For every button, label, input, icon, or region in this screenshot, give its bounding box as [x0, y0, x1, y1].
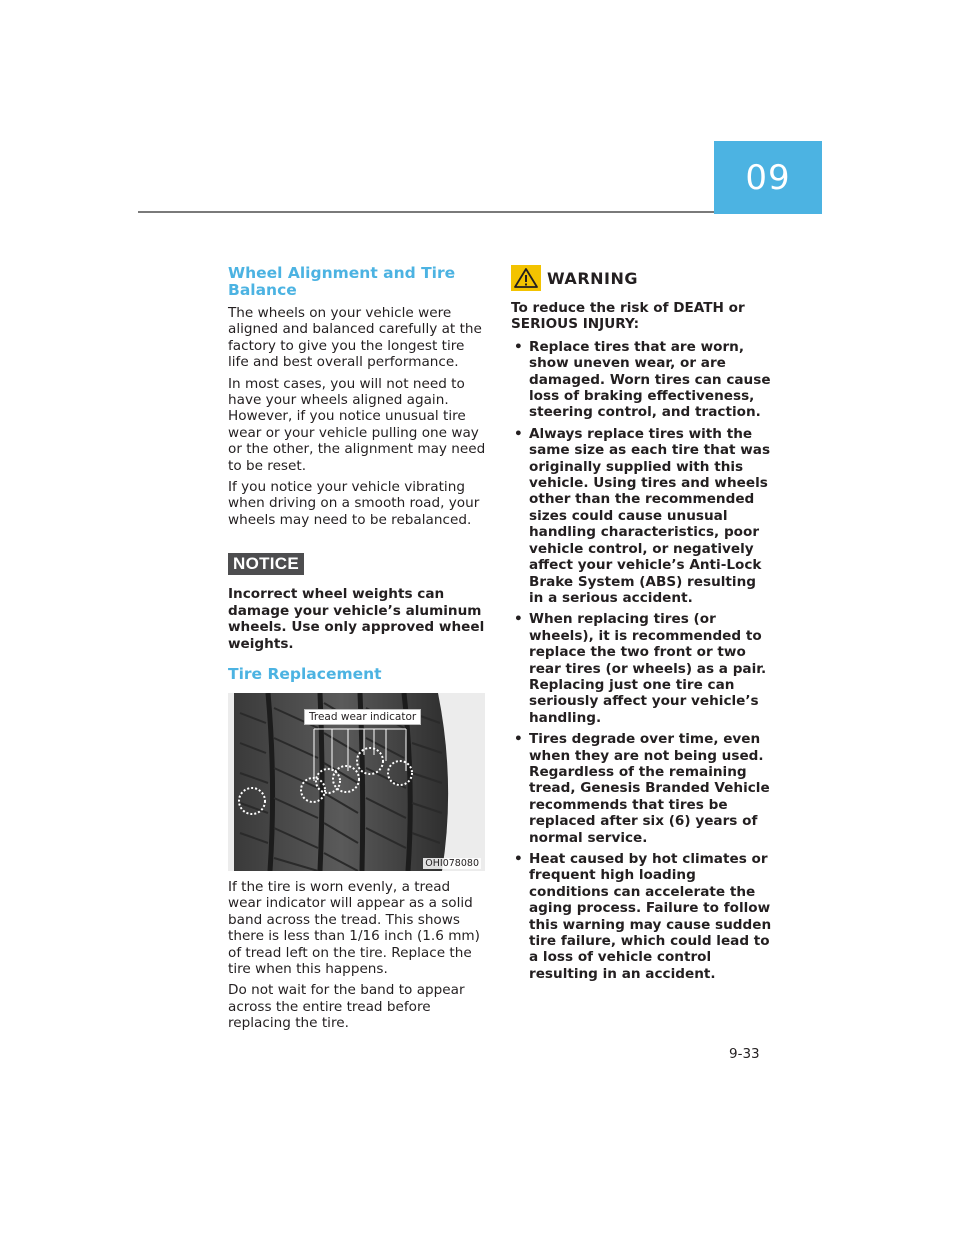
list-item: • Tires degrade over time, even when they are not being used. Regardless of the remaining tread, Genesis Branded Vehicle recommends that tires be replaced after six (6) years of normal service.	[514, 731, 770, 846]
warning-item-text: Replace tires that are worn, show uneven wear, or are damaged. Worn tires can cause loss of braking effectiveness, steering control, and traction.	[529, 338, 771, 421]
paragraph: Do not wait for the band to appear across the entire tread before replacing the tire.	[228, 982, 465, 1032]
header-rule	[138, 211, 714, 213]
chapter-tab	[714, 141, 822, 214]
left-column	[228, 265, 486, 1037]
warning-list	[511, 339, 773, 982]
list-item: • Always replace tires with the same size as each tire that was originally supplied with this vehicle. Using tires and wheels other than the recommended sizes could cause unusual handling characteristics, poor vehicle control, or negatively affect your vehicle’s Anti-Lock Brake System (ABS) resulting in a serious accident.	[514, 425, 771, 606]
warning-intro: To reduce the risk of DEATH or SERIOUS INJURY:	[511, 300, 745, 333]
warning-item-text: Tires degrade over time, even when they are not being used. Regardless of the remaining tread, Genesis Branded Vehicle recommends that tires be replaced after six (6) years of normal service.	[529, 731, 770, 846]
tread-wear-figure	[228, 693, 485, 871]
wheel-title-line1: Wheel Alignment and Tire	[228, 264, 456, 282]
figure-code: OHI078080	[425, 857, 479, 869]
warning-item-text: Heat caused by hot climates or frequent high loading conditions can accelerate the aging process. Failure to follow this warning may cause sudden tire failure, which could lead to a loss of vehicle control resulting in an accident.	[529, 851, 772, 982]
paragraph: If the tire is worn evenly, a tread wear indicator will appear as a solid band across the tread. This shows there is less than 1/16 inch (1.6 mm) of tread left on the tire. Replace the tire when this happens.	[228, 878, 480, 977]
notice-badge: NOTICE	[228, 553, 304, 575]
warning-item-text: When replacing tires (or wheels), it is recommended to replace the two front or two rear tires (or wheels) as a pair. Replacing just one tire can seriously affect your vehicle’s handling.	[529, 611, 767, 726]
list-item: • Heat caused by hot climates or frequent high loading conditions can accelerate the aging process. Failure to follow this warning may cause sudden tire failure, which could lead to a loss of vehicle control resulting in an accident.	[514, 851, 772, 982]
wheel-title-line2: Balance	[228, 281, 297, 299]
warning-title: WARNING	[547, 268, 638, 288]
warning-item-text: Always replace tires with the same size as each tire that was originally supplied with this vehicle. Using tires and wheels other than the recommended sizes could cause unusual handling characteristics, poor vehicle control, or negatively affect your vehicle’s Anti-Lock Brake System (ABS) resulting in a serious accident.	[529, 425, 771, 606]
paragraph: The wheels on your vehicle were aligned and balanced carefully at the factory to give you the longest tire life and best overall performance.	[228, 305, 482, 371]
notice-text: Incorrect wheel weights can damage your vehicle’s aluminum wheels. Use only approved wheel weights.	[228, 586, 485, 652]
tread-wear-label: Tread wear indicator	[304, 709, 421, 725]
warning-triangle-icon	[511, 265, 541, 291]
wheel-alignment-title	[228, 265, 486, 299]
list-item: • Replace tires that are worn, show uneven wear, or are damaged. Worn tires can cause loss of braking effectiveness, steering control, and traction.	[514, 338, 771, 421]
paragraph: In most cases, you will not need to have your wheels aligned again. However, if you notice unusual tire wear or your vehicle pulling one way or the other, the alignment may need to be reset.	[228, 375, 486, 474]
list-item: • When replacing tires (or wheels), it is recommended to replace the two front or two rear tires (or wheels) as a pair. Replacing just one tire can seriously affect your vehicle’s handling.	[514, 611, 767, 726]
warning-header	[511, 265, 773, 291]
chapter-number: 09	[745, 157, 791, 198]
tire-replacement-title: Tire Replacement	[228, 664, 382, 683]
right-column	[511, 265, 773, 987]
paragraph: If you notice your vehicle vibrating when driving on a smooth road, your wheels may need to be rebalanced.	[228, 479, 480, 528]
page-number: 9-33	[729, 1046, 760, 1062]
